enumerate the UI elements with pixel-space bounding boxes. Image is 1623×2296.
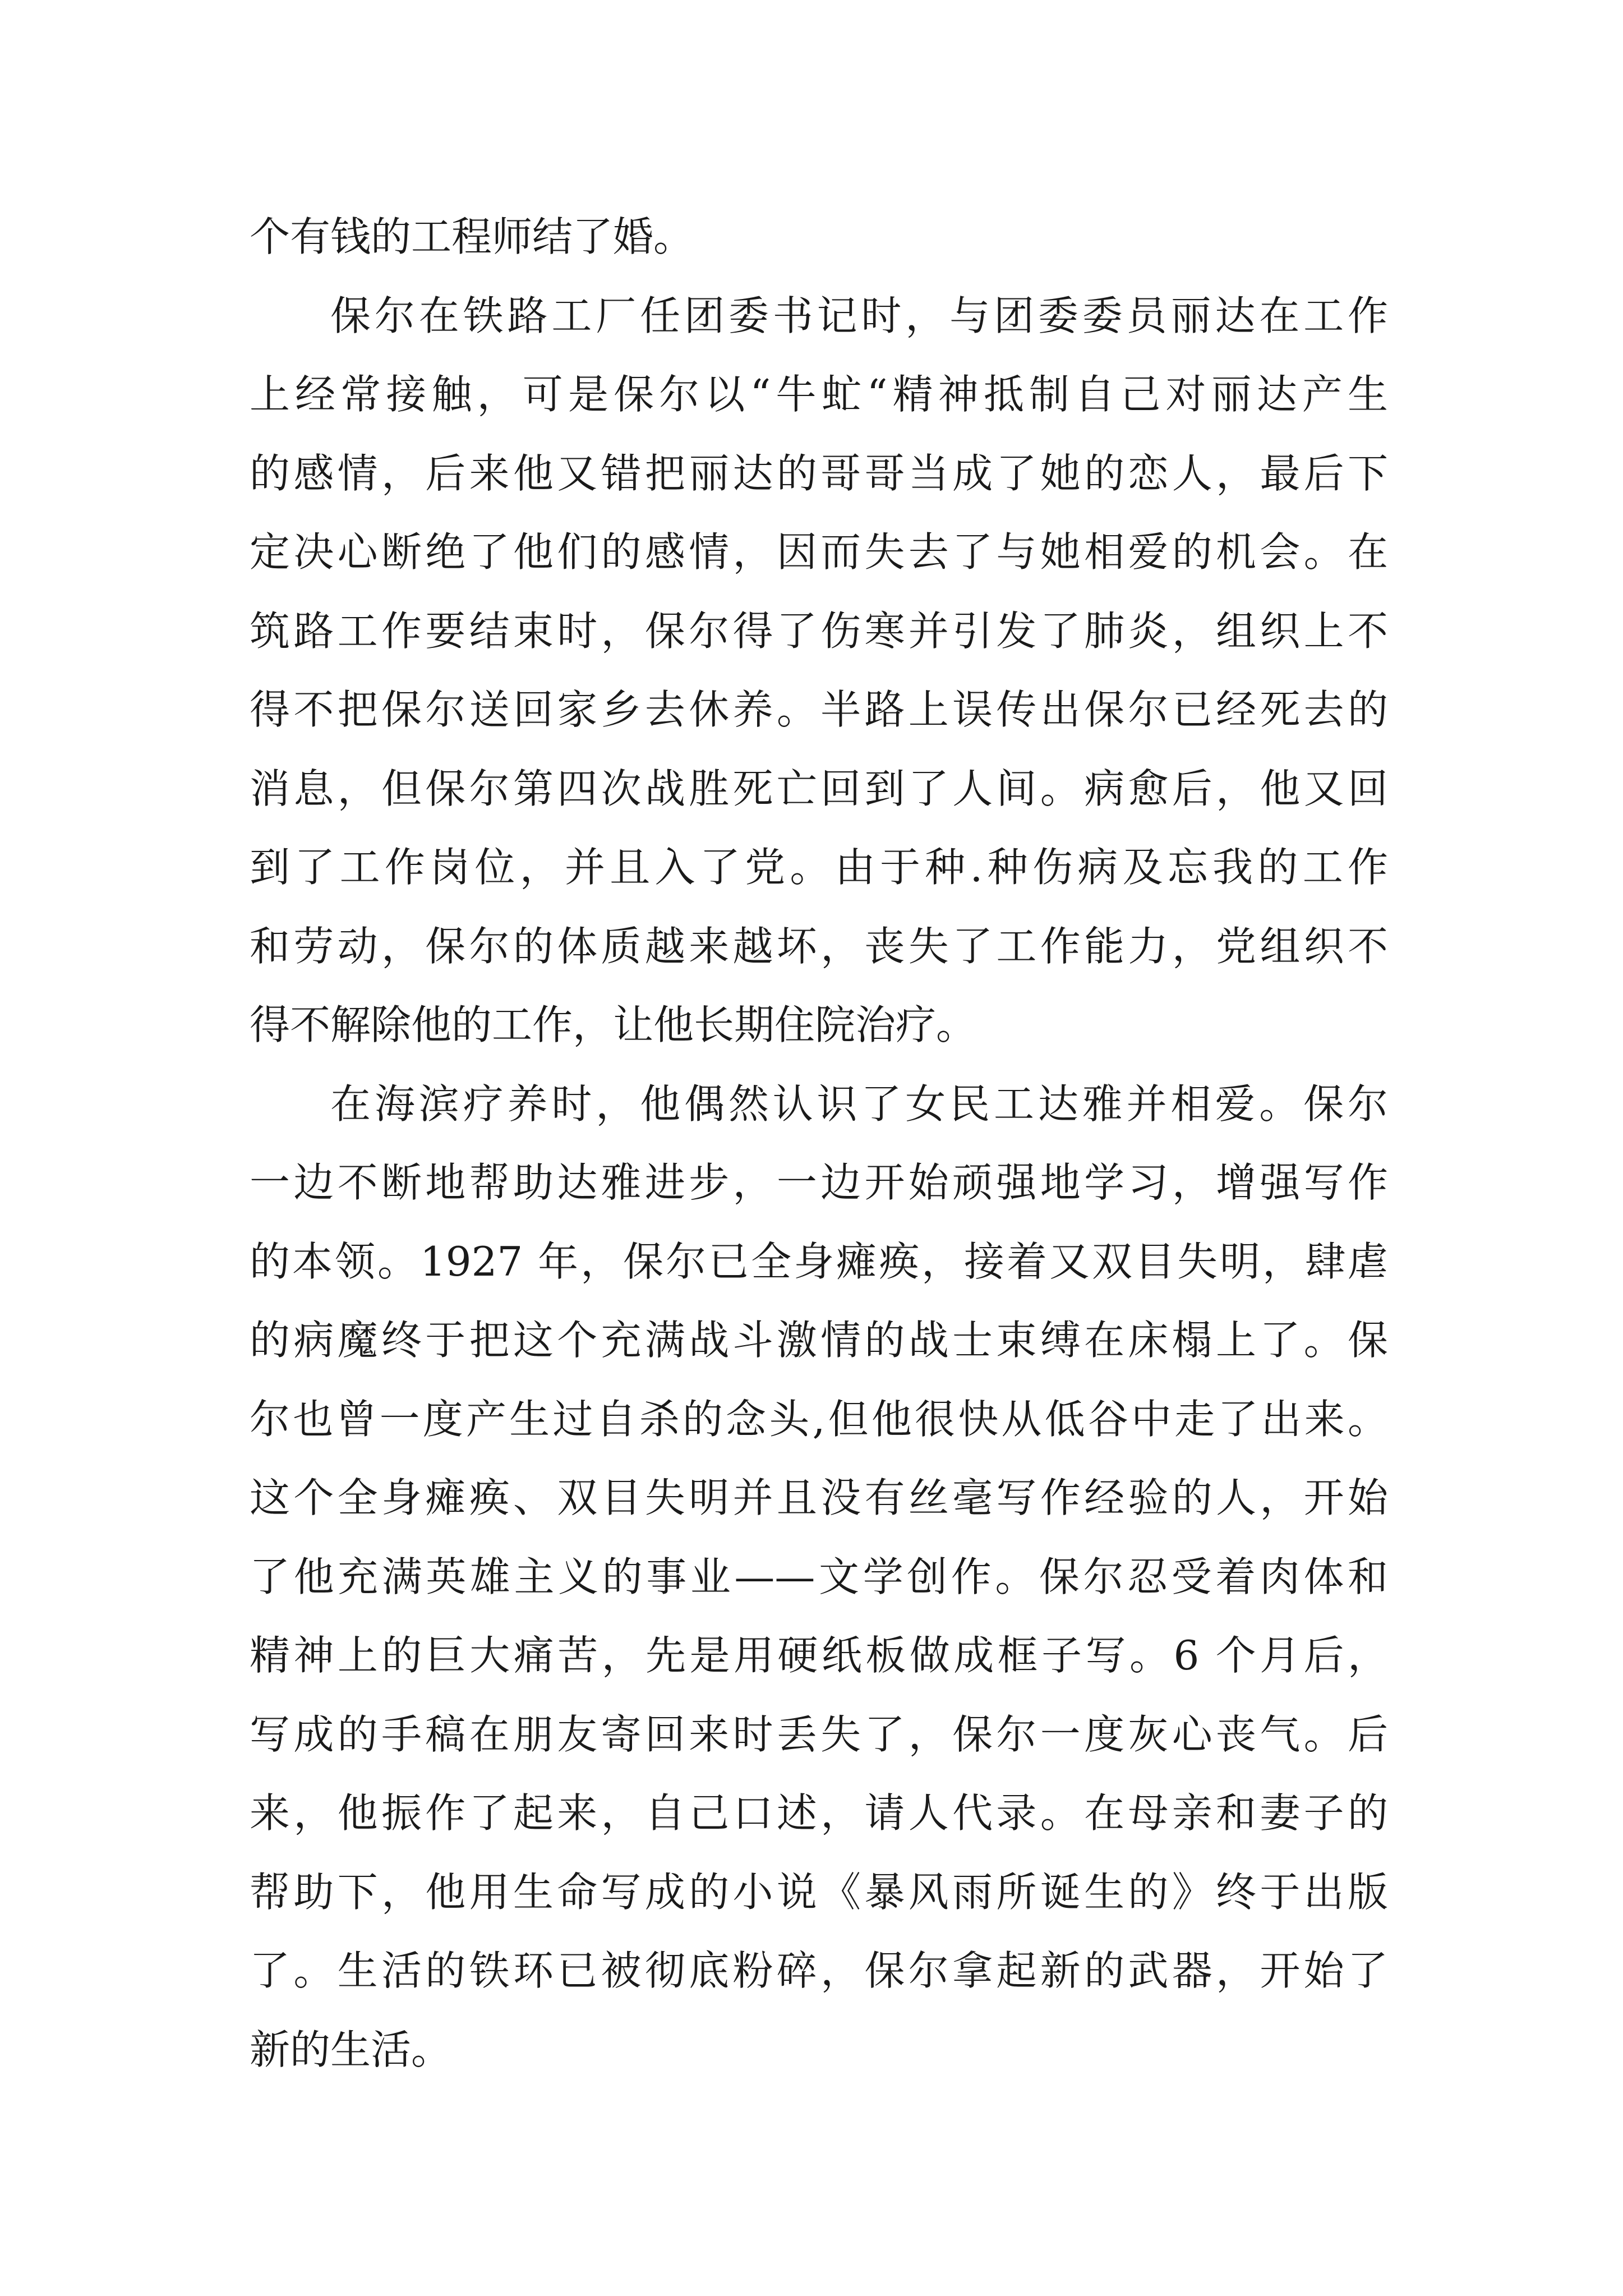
- text-line: 的本领。1927 年，保尔已全身瘫痪，接着又双目失明，肆虐: [250, 1237, 1388, 1285]
- text-line: 的病魔终于把这个充满战斗激情的战士束缚在床榻上了。保: [250, 1317, 1388, 1364]
- text-line: 和劳动，保尔的体质越来越坏，丧失了工作能力，党组织不: [250, 922, 1388, 970]
- text-line: 帮助下，他用生命写成的小说《暴风雨所诞生的》终于出版: [250, 1868, 1388, 1916]
- body-text: [250, 197, 1388, 2089]
- text-line: 筑路工作要结束时，保尔得了伤寒并引发了肺炎，组织上不: [250, 607, 1388, 655]
- text-line: 尔也曾一度产生过自杀的念头,但他很快从低谷中走了出来。: [250, 1395, 1388, 1443]
- text-line: 到了工作岗位，并且入了党。由于种.种伤病及忘我的工作: [250, 844, 1388, 891]
- text-line: 新的生活。: [250, 2026, 452, 2073]
- text-line: 个有钱的工程师结了婚。: [250, 213, 694, 260]
- text-line: 精神上的巨大痛苦，先是用硬纸板做成框子写。6 个月后，: [250, 1632, 1388, 1679]
- text-line: 了。生活的铁环已被彻底粉碎，保尔拿起新的武器，开始了: [250, 1947, 1388, 1994]
- text-line: 得不解除他的工作，让他长期住院治疗。: [250, 1001, 977, 1048]
- text-line: 定决心断绝了他们的感情，因而失去了与她相爱的机会。在: [250, 528, 1388, 576]
- text-line: 消息，但保尔第四次战胜死亡回到了人间。病愈后，他又回: [250, 765, 1388, 812]
- paragraph-first-line: 保尔在铁路工厂任团委书记时，与团委委员丽达在工作: [330, 292, 1388, 339]
- text-line: 了他充满英雄主义的事业——文学创作。保尔忍受着肉体和: [250, 1553, 1388, 1600]
- text-line: 写成的手稿在朋友寄回来时丢失了，保尔一度灰心丧气。后: [250, 1710, 1388, 1758]
- text-line: 的感情，后来他又错把丽达的哥哥当成了她的恋人，最后下: [250, 449, 1388, 497]
- text-line: 得不把保尔送回家乡去休养。半路上误传出保尔已经死去的: [250, 686, 1388, 733]
- text-line: 上经常接触，可是保尔以“牛虻“精神抵制自己对丽达产生: [250, 371, 1388, 418]
- text-line: 一边不断地帮助达雅进步，一边开始顽强地学习，增强写作: [250, 1159, 1388, 1206]
- text-line: 来，他振作了起来，自己口述，请人代录。在母亲和妻子的: [250, 1789, 1388, 1837]
- text-line: 这个全身瘫痪、双目失明并且没有丝毫写作经验的人，开始: [250, 1474, 1388, 1521]
- paragraph-first-line: 在海滨疗养时，他偶然认识了女民工达雅并相爱。保尔: [330, 1080, 1388, 1128]
